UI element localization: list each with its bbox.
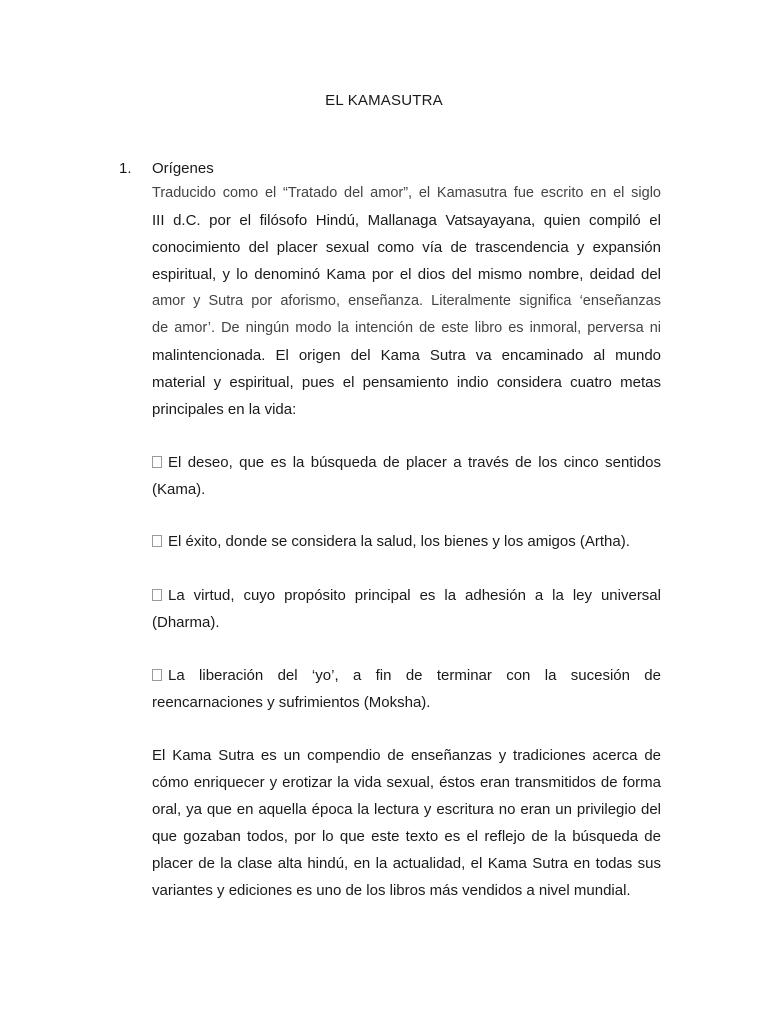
bullet-box-icon — [152, 456, 162, 468]
section-heading: Orígenes — [152, 160, 214, 177]
intro-line: III d.C. por el filósofo Hindú, Mallanaga Vatsayayana, quien compiló el — [152, 212, 661, 229]
closing-line: oral, ya que en aquella época la lectura y escritura no eran un privilegio del — [152, 801, 661, 818]
bullet-item-moksha — [152, 662, 661, 716]
intro-paragraph — [152, 180, 661, 423]
closing-line: placer de la clase alta hindú, en la actualidad, el Kama Sutra en todas sus — [152, 855, 661, 872]
bullet-item-kama — [152, 449, 661, 503]
bullet-line: reencarnaciones y sufrimientos (Moksha). — [152, 694, 431, 711]
page-title: EL KAMASUTRA — [325, 92, 443, 109]
bullet-first-line — [152, 528, 661, 555]
bullet-first-line — [152, 662, 661, 689]
bullet-item-dharma — [152, 582, 661, 636]
closing-paragraph — [152, 742, 661, 904]
closing-line: cómo enriquecer y erotizar la vida sexual, éstos eran transmitidos de forma — [152, 774, 661, 791]
intro-line: malintencionada. El origen del Kama Sutra va encaminado al mundo — [152, 347, 661, 364]
bullet-first-line — [152, 449, 661, 476]
intro-line: material y espiritual, pues el pensamiento indio considera cuatro metas — [152, 374, 661, 391]
bullet-box-icon — [152, 535, 162, 547]
bullet-item-artha — [152, 528, 661, 555]
bullet-box-icon — [152, 669, 162, 681]
bullet-text: La liberación del ‘yo’, a fin de terminar con la sucesión de — [168, 667, 661, 684]
bullet-line: (Dharma). — [152, 614, 220, 631]
closing-line: El Kama Sutra es un compendio de enseñanzas y tradiciones acerca de — [152, 747, 661, 764]
intro-line: espiritual, y lo denominó Kama por el dios del mismo nombre, deidad del — [152, 266, 661, 283]
closing-line: variantes y ediciones es uno de los libros más vendidos a nivel mundial. — [152, 882, 631, 899]
intro-line: amor y Sutra por aforismo, enseñanza. Literalmente significa ‘enseñanzas — [152, 293, 661, 309]
bullet-text: El éxito, donde se considera la salud, los bienes y los amigos (Artha). — [168, 533, 630, 550]
bullet-line: (Kama). — [152, 481, 206, 498]
bullet-first-line — [152, 582, 661, 609]
closing-line: que gozaban todos, por lo que este texto es el reflejo de la búsqueda de — [152, 828, 661, 845]
section-number: 1. — [119, 160, 132, 177]
bullet-text: El deseo, que es la búsqueda de placer a través de los cinco sentidos — [168, 454, 661, 471]
intro-line: principales en la vida: — [152, 401, 297, 418]
intro-line: Traducido como el “Tratado del amor”, el Kamasutra fue escrito en el siglo — [152, 185, 661, 201]
bullet-text: La virtud, cuyo propósito principal es la adhesión a la ley universal — [168, 587, 661, 604]
intro-line: conocimiento del placer sexual como vía de trascendencia y expansión — [152, 239, 661, 256]
bullet-box-icon — [152, 589, 162, 601]
intro-line: de amor’. De ningún modo la intención de este libro es inmoral, perversa ni — [152, 320, 661, 336]
